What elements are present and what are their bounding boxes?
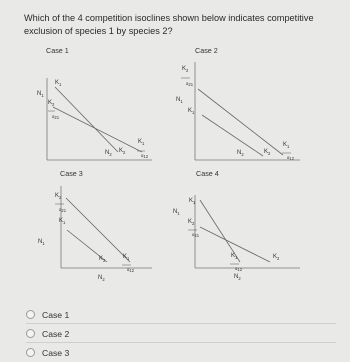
option-case-1[interactable] [26, 305, 326, 324]
case3-figure [38, 169, 152, 282]
case3-title: Case 3 [60, 169, 83, 178]
radio-button[interactable] [26, 329, 35, 338]
case2-a21-label: α21 [186, 81, 194, 87]
option-case-2[interactable] [26, 324, 326, 343]
case4-k1-label: $K_1$ [189, 198, 196, 205]
case2-title: Case 2 [195, 46, 218, 55]
case4-n1-label: $N_1$ [173, 209, 180, 216]
case2-isocline-species2 [198, 89, 283, 155]
case3-a21-label: α21 [59, 207, 67, 213]
case2-k1-over-a12-label: $K_1$ [283, 142, 290, 149]
case1-n2-label: $N_2$ [105, 150, 112, 157]
case2-figure [176, 46, 300, 161]
case2-k2-label: $K_2$ [264, 149, 271, 156]
case3-k1-label: $K_1$ [59, 218, 66, 225]
case1-k1-over-a12-label: $K_1$ [138, 139, 145, 146]
radio-button[interactable] [26, 348, 35, 357]
case2-n2-label: $N_2$ [237, 150, 244, 157]
case3-n2-label: $N_2$ [98, 275, 105, 282]
case1-a21-label: α21 [52, 114, 60, 120]
case1-figure [37, 46, 152, 160]
case2-a12-label: α12 [287, 155, 295, 161]
case1-k2-over-a21-label: $K_2$ [48, 100, 55, 107]
case4-k1-over-a12-label: $K_1$ [231, 253, 238, 260]
case4-k2-over-a21-label: $K_2$ [188, 219, 195, 226]
case1-n1-label: $N_1$ [37, 91, 44, 98]
case2-k1-label: $K_1$ [188, 108, 195, 115]
option-case-3[interactable] [26, 343, 326, 362]
case3-k2-label: $K_2$ [99, 256, 106, 263]
case3-k2-over-a21-label: $K_2$ [55, 193, 62, 200]
case4-n2-label: $N_2$ [234, 274, 241, 281]
case1-k1-label: $K_1$ [55, 80, 62, 87]
option-label: Case 1 [42, 309, 70, 320]
case1-a12-label: α12 [141, 153, 149, 159]
case3-a12-label: α12 [127, 267, 135, 273]
case4-figure [173, 169, 300, 281]
option-label: Case 2 [42, 328, 70, 339]
case4-title: Case 4 [196, 169, 219, 178]
case2-n1-label: $N_1$ [176, 97, 183, 104]
answer-options [26, 305, 326, 362]
case1-isocline-species2 [55, 87, 118, 152]
case4-a12-label: α12 [235, 266, 243, 272]
case1-isocline-species1 [53, 107, 142, 152]
case4-k2-label: $K_2$ [273, 254, 280, 261]
option-label: Case 3 [42, 347, 70, 358]
case2-isocline-species1 [202, 115, 263, 156]
question-text: Which of the 4 competition isoclines shown below indicates competitive exclusion of species 1 by species 2? [24, 13, 314, 36]
radio-button[interactable] [26, 310, 35, 319]
case1-title: Case 1 [46, 46, 69, 55]
case3-n1-label: $N_1$ [38, 239, 45, 246]
case2-k2-over-a21-label: $K_2$ [182, 66, 189, 73]
case1-k2-label: $K_2$ [119, 148, 126, 155]
case4-a21-label: α21 [192, 232, 200, 238]
case3-k1-over-a12-label: $K_1$ [123, 254, 130, 261]
case3-isocline-species2 [66, 198, 130, 262]
